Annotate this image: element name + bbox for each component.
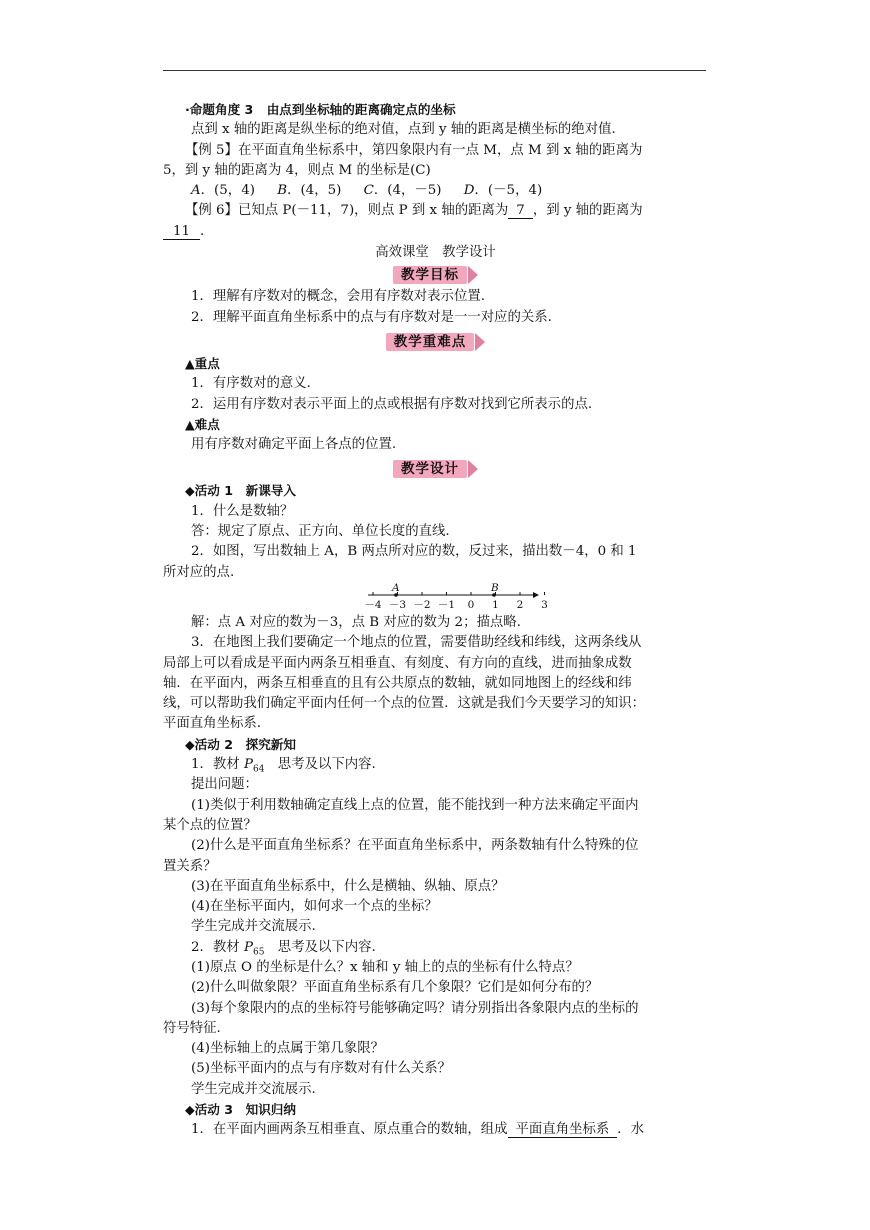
activity1-p3-line: 轴．在平面内，两条互相垂直的且有公共原点的数轴，就如同地图上的经线和纬 [163,675,632,691]
hard-label: ▲难点 [185,416,220,432]
number-line-tick-label: 0 [467,598,475,611]
distance-rule-text: 点到 x 轴的距离是纵坐标的绝对值，点到 y 轴的距离是横坐标的绝对值. [191,122,616,138]
section-heading-title: 由点到坐标轴的距离确定点的坐标 [266,102,456,117]
chevron-right-icon [468,460,478,478]
option-a: A．(5，4) [191,183,255,199]
activity2-r4: (4)坐标轴上的点属于第几象限？ [191,1041,385,1057]
activity3-line1: 1．在平面内画两条互相垂直、原点重合的数轴，组成 平面直角坐标系 ．水 [191,1122,645,1138]
activity1-p3-line: 3．在地图上我们要确定一个地点的位置，需要借助经线和纬线，这两条线从 [191,635,642,651]
keypoints-badge: 教学重难点 [163,330,708,354]
chevron-right-icon [468,266,478,284]
chevron-right-icon [475,333,485,351]
example6-line1: 【例 6】已知点 P(－11，7)，则点 P 到 x 轴的距离为 7 ，到 y 轴的距离为 [185,203,643,219]
activity1-q2: 2．如图，写出数轴上 A，B 两点所对应的数，反过来，描出数－4，0 和 1 [191,544,637,560]
number-line [163,583,708,613]
goal-item: 1．理解有序数对的概念，会用有序数对表示位置. [191,289,485,305]
example6-blank-y: 11 [163,224,200,240]
goal-item: 2．理解平面直角坐标系中的点与有序数对是一一对应的关系. [191,309,552,325]
design-badge: 教学设计 [163,457,708,481]
activity2-r2: (2)什么叫做象限？平面直角坐标系有几个象限？它们是如何分布的？ [191,980,599,996]
activity2-r3-cont: 符号特征. [163,1020,221,1036]
option-b: B．(4，5) [277,183,342,199]
activity2-ask: 提出问题： [191,777,258,793]
activity2-q1: (1)类似于利用数轴确定直线上点的位置，能不能找到一种方法来确定平面内 [191,797,639,813]
example5-line2: 5，到 y 轴的距离为 4，则点 M 的坐标是(C) [163,162,431,178]
key-label: ▲重点 [185,355,220,371]
activity2-done1: 学生完成并交流展示. [191,919,316,935]
header-rule [163,70,706,71]
activity3-title: ◆活动 3 知识归纳 [185,1102,296,1118]
example5-options [163,181,708,201]
number-line-arrow-icon [533,592,539,598]
number-line-tick-label: 2 [516,598,524,611]
example6-line2: 11 . [163,222,708,242]
activity2-q2-cont: 置关系？ [163,858,217,874]
activity2-r5: (5)坐标平面内的点与有序数对有什么关系？ [191,1061,451,1077]
number-line-figure [163,583,708,613]
activity2-q2: (2)什么是平面直角坐标系？在平面直角坐标系中，两条数轴有什么特殊的位 [191,838,639,854]
activity1-answer2: 解：点 A 对应的数为－3，点 B 对应的数为 2；描点略. [191,614,521,630]
activity1-q1: 1．什么是数轴？ [191,503,294,519]
activity1-p3-line: 线，可以帮助我们确定平面内任何一个点的位置．这就是我们今天要学习的知识： [163,696,646,712]
activity2-r1: (1)原点 O 的坐标是什么？x 轴和 y 轴上的点的坐标有什么特点？ [191,959,579,975]
activity2-r3: (3)每个象限内的点的坐标符号能够确定吗？请分别指出各象限内点的坐标的 [191,1000,639,1016]
activity2-q4: (4)在坐标平面内，如何求一个点的坐标？ [191,899,438,915]
key-item: 2．运用有序数对表示平面上的点或根据有序数对找到它所表示的点. [191,396,593,412]
number-line-tick-label: －4 [364,598,382,611]
option-c: C．(4，－5) [363,183,442,199]
option-d: D．(－5，4) [463,183,543,199]
activity2-title: ◆活动 2 探究新知 [185,736,296,752]
course-title: 高效课堂 教学设计 [375,245,496,261]
activity1-p3-line: 局部上可以看成是平面内两条互相垂直、有刻度、有方向的直线，进而抽象成数 [163,655,632,671]
point-b-label: B [491,582,499,594]
hard-text: 用有序数对确定平面上各点的位置. [191,437,397,453]
activity2-item2: 2．教材 $P_{65}$ 思考及以下内容. [191,939,376,958]
activity2-item1: 1．教材 $P_{64}$ 思考及以下内容. [191,757,376,775]
activity1-q2-cont: 所对应的点. [163,564,235,580]
section-heading-prefix: ·命题角度 3 [185,102,254,117]
activity1-p3-line: 平面直角坐标系. [163,716,261,732]
section-heading [163,100,708,120]
example6-blank-x: 7 [508,203,533,219]
activity2-q3: (3)在平面直角坐标系中，什么是横轴、纵轴、原点？ [191,878,505,894]
activity1-title: ◆活动 1 新课导入 [185,483,296,499]
point-a-label: A [392,582,400,594]
activity2-q1-cont: 某个点的位置？ [163,817,257,833]
number-line-tick-label: 3 [541,598,548,611]
activity2-done2: 学生完成并交流展示. [191,1081,316,1097]
document-page [163,100,708,1141]
number-line-tick-label: 1 [492,598,499,611]
example5-line1: 【例 5】在平面直角坐标系中，第四象限内有一点 M，点 M 到 x 轴的距离为 [185,142,643,158]
number-line-tick-label: －3 [388,598,407,611]
key-item: 1．有序数对的意义. [191,376,311,392]
goals-badge: 教学目标 [163,263,708,287]
number-line-tick-label: －2 [413,598,431,611]
activity1-a1: 答：规定了原点、正方向、单位长度的直线. [191,524,450,540]
activity3-blank: 平面直角坐标系 [508,1122,618,1138]
number-line-tick-label: －1 [437,598,456,611]
